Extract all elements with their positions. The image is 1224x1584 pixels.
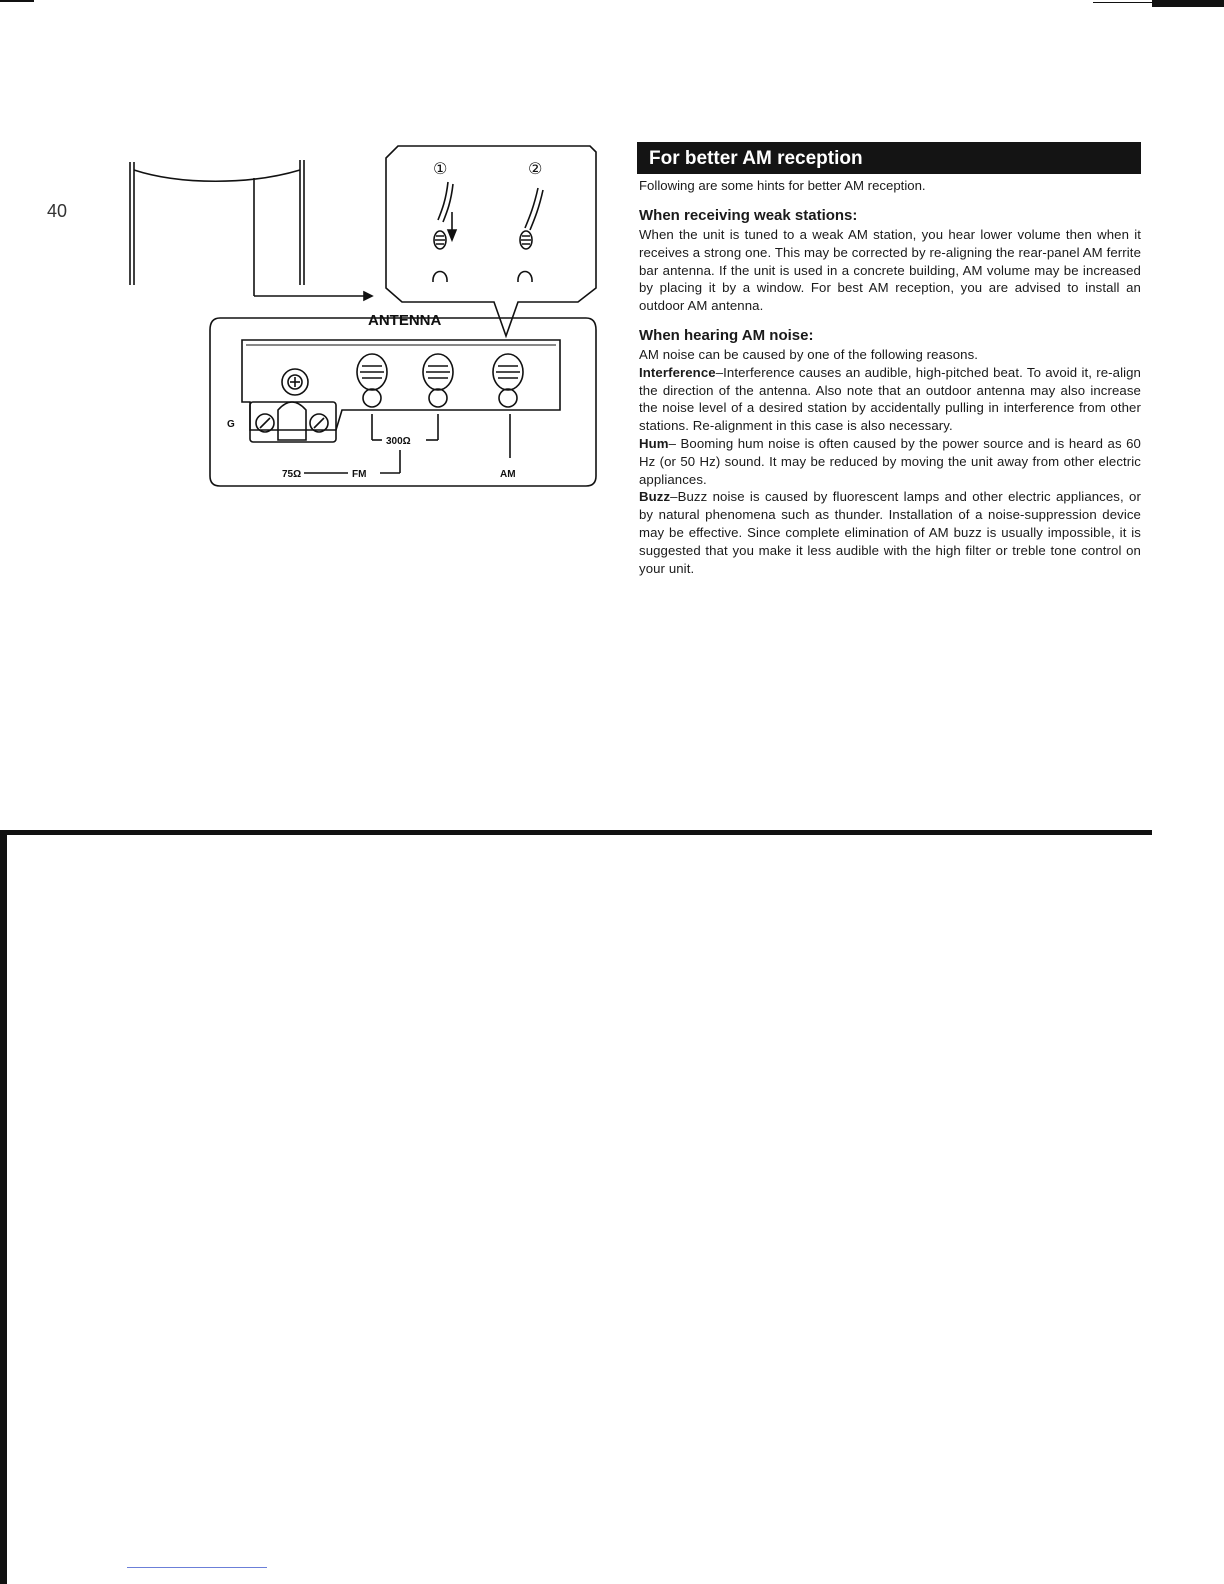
interference-term: Interference	[639, 364, 716, 380]
hum-paragraph	[639, 435, 1141, 488]
am-reception-article	[637, 142, 1141, 577]
am-noise-intro: AM noise can be caused by one of the following reasons.	[639, 346, 979, 362]
buzz-paragraph	[639, 488, 1141, 577]
scan-mark-top-left	[0, 0, 34, 2]
buzz-text: –Buzz noise is caused by fluorescent lamps and other electric appliances, or by natural phenomena such as thunder. Installation of a noise-suppression device may be effective. Since complete elimination of AM buzz is usually impossible, it is suggested that you make it less audible with the high filter or treble tone control on your unit.	[639, 489, 1141, 576]
label-am: AM	[500, 469, 516, 480]
scan-mark-top-right-thin	[1093, 2, 1153, 3]
terminal-am-icon	[493, 354, 523, 407]
interference-paragraph	[639, 364, 1141, 435]
ground-label: G	[227, 419, 235, 430]
label-75-ohm: 75Ω	[282, 469, 302, 480]
intro-text: Following are some hints for better AM reception.	[639, 178, 926, 193]
section-title: For better AM reception	[637, 142, 1141, 174]
wire-step1-icon	[433, 182, 456, 282]
antenna-connection-illustration	[120, 140, 610, 500]
antenna-label: ANTENNA	[368, 312, 442, 329]
weak-stations-text: When the unit is tuned to a weak AM station, you hear lower volume then when it receives a strong one. This may be corrected by re-aligning the rear-panel AM ferrite bar antenna. If the unit is used in a concrete building, AM volume may be increased by placing it by a window. For best AM reception, you are advised to install an outdoor AM antenna.	[639, 227, 1141, 314]
step1-label: ①	[433, 161, 448, 178]
terminal-300-ohm-b-icon	[423, 354, 453, 407]
buzz-term: Buzz	[639, 489, 671, 505]
scan-mark-top-right	[1152, 0, 1224, 7]
label-fm: FM	[352, 469, 367, 480]
scan-border-vertical	[0, 830, 7, 1584]
terminal-300-ohm-a-icon	[357, 354, 387, 407]
hum-term: Hum	[639, 435, 669, 451]
wire-step2-icon	[518, 188, 543, 282]
weak-stations-heading: When receiving weak stations:	[639, 207, 858, 224]
page-number: 40	[47, 201, 68, 221]
footer-rule	[127, 1567, 267, 1568]
fm-coax-connector-icon	[250, 402, 336, 442]
am-noise-heading: When hearing AM noise:	[639, 326, 814, 344]
step2-label: ②	[528, 161, 543, 178]
hum-text: – Booming hum noise is often caused by the power source and is heard as 60 Hz (or 50 Hz) sound. It may be reduced by moving the unit away from other electric appliances.	[639, 435, 1141, 487]
outdoor-antenna-icon	[130, 160, 372, 300]
callout-box	[386, 146, 596, 336]
terminal-block	[242, 340, 560, 430]
scan-border-horizontal	[0, 830, 1152, 835]
interference-text: –Interference causes an audible, high-pitched beat. To avoid it, re-align the direction of the antenna. Also note that an outdoor antenna may also increase the noise level of a desired station by accidentally pulling in interference from other stations. Re-alignment in this case is also necessary.	[639, 364, 1141, 434]
label-300-ohm: 300Ω	[386, 436, 411, 447]
